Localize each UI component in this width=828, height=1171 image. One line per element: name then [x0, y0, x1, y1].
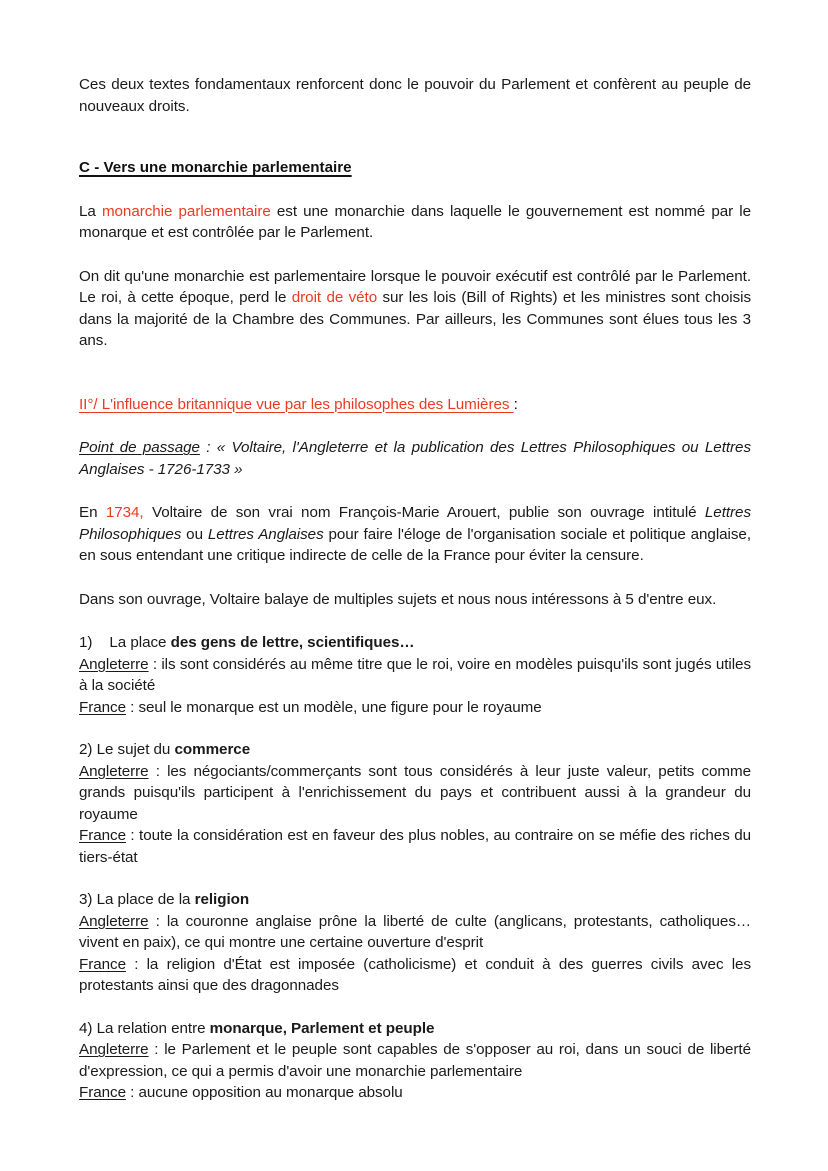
point-de-passage-label: Point de passage — [79, 439, 200, 456]
list-item-3-keyword: religion — [194, 891, 250, 908]
text-segment: : ils sont considérés au même titre que le roi, voire en modèles puisqu'ils sont jugés utiles à la société — [79, 655, 751, 694]
list-item-1-title — [79, 632, 751, 654]
text-segment: : seul le monarque est un modèle, une figure pour le royaume — [125, 698, 542, 716]
text-segment: : la couronne anglaise prône la liberté de culte (anglicans, protestants, catholiques… vivent en paix), ce qui montre une certaine ouverture d'esprit — [79, 912, 751, 951]
list-item-1-angleterre — [79, 654, 751, 697]
book-title-lettres-anglaises: Lettres Anglaises — [207, 525, 324, 543]
list-item-3-france — [79, 954, 751, 997]
spacer — [79, 610, 751, 632]
text-segment: On dit qu'une monarchie est parlementaire lorsque le pouvoir exécutif est contrôlé par le Parlement. Le roi, à cette époque, perd le — [79, 267, 751, 306]
text-segment: est une monarchie dans laquelle le gouvernement est nommé par le monarque et est contrôlée par le Parlement. — [79, 202, 751, 241]
spacer — [79, 480, 751, 502]
spacer — [79, 868, 751, 889]
list-item-3-number: 3) — [79, 891, 93, 908]
spacer — [79, 179, 751, 201]
text-segment: Voltaire de son vrai nom François-Marie Arouert, publie son ouvrage intitulé — [143, 504, 705, 521]
spacer — [79, 244, 751, 266]
spacer — [79, 997, 751, 1018]
section-heading-two-colon: : — [513, 395, 518, 413]
spacer — [79, 718, 751, 739]
label-france: France — [79, 955, 126, 973]
text-segment: La — [79, 202, 102, 220]
text-segment: : toute la considération est en faveur des plus nobles, au contraire on se méfie des riches du tiers-état — [79, 827, 751, 866]
list-item-4-number: 4) — [79, 1019, 93, 1037]
list-item-2-angleterre — [79, 761, 751, 826]
heading-c: C - Vers une monarchie parlementaire — [79, 159, 352, 176]
paragraph-monarchie-parlementaire — [79, 201, 751, 244]
text-segment: La place de la — [92, 891, 195, 908]
highlight-year-1734: 1734, — [105, 504, 144, 521]
text-segment: pour faire l'éloge de l'organisation sociale et politique anglaise, en sous entendant une critique indirecte de celle de la France pour éviter la censure. — [79, 525, 751, 564]
label-angleterre: Angleterre — [79, 912, 149, 930]
list-item-3-title — [79, 889, 751, 911]
list-item-1-number: 1) — [79, 634, 93, 651]
list-item-1-keyword: des gens de lettre, scientifiques… — [170, 634, 415, 651]
highlight-monarchie-parlementaire: monarchie parlementaire — [101, 202, 271, 220]
label-angleterre: Angleterre — [79, 1041, 149, 1058]
point-de-passage — [79, 437, 751, 480]
text-segment: ou — [181, 525, 208, 543]
heading-c-wrapper — [79, 157, 751, 179]
list-item-2-number: 2) — [79, 741, 93, 758]
text-segment: Le sujet du — [92, 741, 175, 758]
paragraph-sujets: Dans son ouvrage, Voltaire balaye de multiples sujets et nous nous intéressons à 5 d'entre eux. — [79, 590, 717, 608]
label-france: France — [79, 698, 126, 716]
intro-paragraph: Ces deux textes fondamentaux renforcent donc le pouvoir du Parlement et confèrent au peuple de nouveaux droits. — [79, 76, 751, 115]
list-item-4-keyword: monarque, Parlement et peuple — [209, 1019, 435, 1037]
list-item-1-france — [79, 697, 751, 719]
label-france: France — [79, 1084, 126, 1101]
text-segment: : les négociants/commerçants sont tous considérés à leur juste valeur, petits comme grands puisqu'ils participent à l'enrichissement du pays et contribuent aussi à la grandeur du royaume — [79, 762, 751, 823]
list-item-4-title — [79, 1018, 751, 1040]
text-segment: La place — [109, 634, 171, 651]
text-segment: : aucune opposition au monarque absolu — [125, 1084, 403, 1101]
text-segment: : — [199, 439, 217, 456]
spacer — [79, 352, 751, 394]
text-segment: La relation entre — [92, 1019, 210, 1037]
label-angleterre: Angleterre — [79, 762, 149, 780]
text-segment: : la religion d'État est imposée (catholicisme) et conduit à des guerres civils avec les protestants ainsi que des dragonnades — [79, 955, 751, 994]
text-segment: En — [79, 504, 106, 521]
text-segment: sur les lois (Bill of Rights) et les ministres sont choisis dans la majorité de la Chambre des Communes. Par ailleurs, les Communes sont élues tous les 3 ans. — [79, 289, 751, 349]
list-item-2-keyword: commerce — [174, 741, 251, 758]
spacer — [79, 415, 751, 437]
text-segment: : le Parlement et le peuple sont capables de s'opposer au roi, dans un souci de liberté d'expression, ce qui a permis d'avoir une monarchie parlementaire — [79, 1041, 751, 1080]
document-content — [79, 74, 751, 1104]
paragraph-pouvoir-executif — [79, 266, 751, 352]
list-item-3-angleterre — [79, 911, 751, 954]
list-item-2-france — [79, 825, 751, 868]
list-item-4-france — [79, 1082, 751, 1104]
paragraph-voltaire — [79, 502, 751, 567]
highlight-droit-de-veto: droit de véto — [291, 289, 378, 306]
list-item-2-title — [79, 739, 751, 761]
book-title-lettres-philosophiques: Lettres Philosophiques — [79, 504, 751, 543]
label-france: France — [79, 827, 126, 844]
label-angleterre: Angleterre — [79, 655, 149, 673]
spacer — [79, 567, 751, 589]
point-de-passage-quote: « Voltaire, l'Angleterre et la publication des Lettres Philosophiques ou Lettres Anglaises - 1726-1733 » — [79, 439, 751, 478]
list-item-4-angleterre — [79, 1039, 751, 1082]
section-heading-two — [79, 394, 751, 416]
spacer — [79, 117, 751, 157]
section-heading-two-label: II°/ L'influence britannique vue par les philosophes des Lumières — [79, 395, 514, 413]
